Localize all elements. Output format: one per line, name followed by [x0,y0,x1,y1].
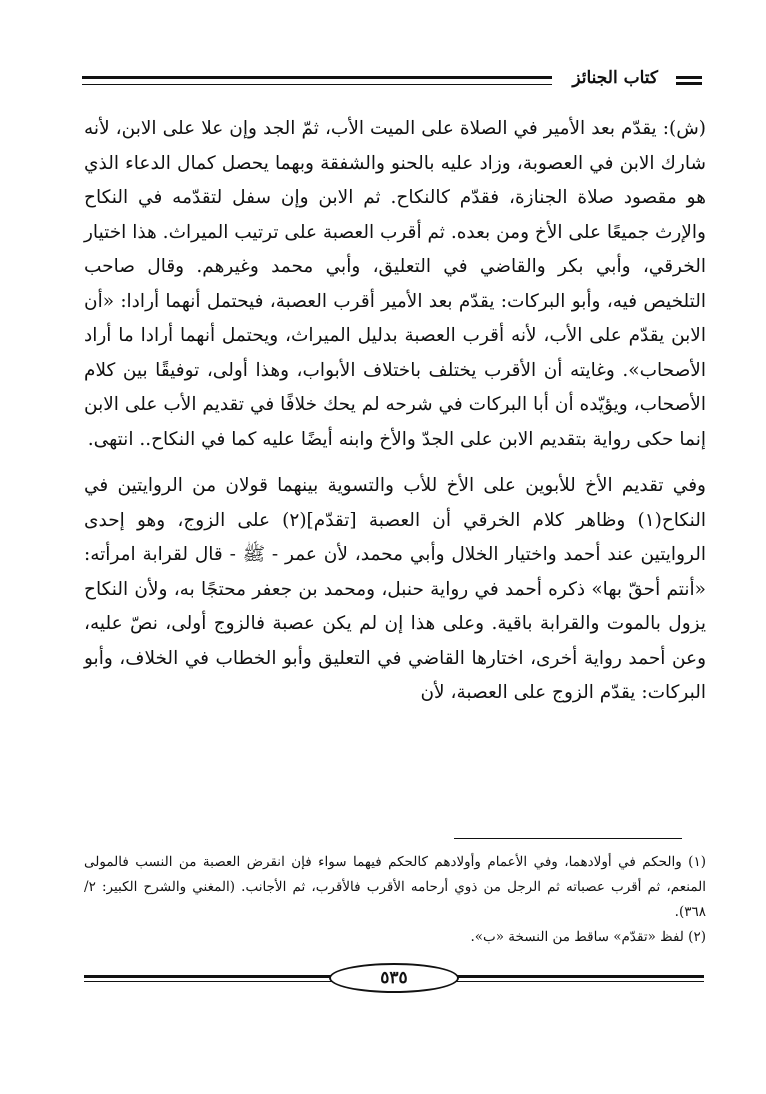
footnote-separator [454,838,682,839]
footnotes [84,850,706,950]
header-rule [82,76,552,85]
header-ornament [676,76,702,85]
page-number-cartouche [329,963,459,993]
chapter-title: كتاب الجنائز [562,68,666,88]
footnote-1: (١) والحكم في أولادهما، وفي الأعمام وأولادهم كالحكم فيهما سواء فإن انقرض العصبة من النسب فالمولى المنعم، ثم أقرب عصباته ثم الرجل من ذوي أرحامه الأقرب فالأقرب، ثم الأجانب. (المغني والشرح الكبير: ٢/ ٣٦٨). [84,854,706,920]
page-number: ٥٣٥ [380,968,408,988]
paragraph-1: (ش): يقدّم بعد الأمير في الصلاة على الميت الأب، ثمّ الجد وإن علا على الابن، لأنه شارك الابن في العصوبة، وزاد عليه بالحنو والشفقة وبهما يحصل كمال الدعاء الذي هو مقصود صلاة الجنازة، فقدّم كالنكاح. ثم الابن وإن سفل لتقدّمه في النكاح والإرث جميعًا على الأخ ومن بعده. ثم أقرب العصبة على ترتيب الميراث. هذا اختيار الخرقي، وأبي بكر والقاضي في التعليق، وأبي محمد وغيرهم. وقال صاحب التلخيص فيه، وأبو البركات: يقدّم بعد الأمير أقرب العصبة، فيحتمل أنهما أرادا: «أن الابن يقدّم على الأب، لأنه أقرب العصبة بدليل الميراث، ويحتمل أنهما أرادا ما أراد الأصحاب». وغايته أن الأقرب يختلف باختلاف الأبواب، وهذا أولى، توفيقًا بين كلام الأصحاب، ويؤيّده أن أبا البركات في شرحه لم يحك خلافًا في تقديم الأب على الابن إنما حكى رواية بتقديم الابن على الجدّ والأخ وابنه أيضًا عليه كما في النكاح.. انتهى. [84,118,706,450]
running-header [82,62,702,102]
paragraph-2: وفي تقديم الأخ للأبوين على الأخ للأب والتسوية بينهما قولان من الروايتين في النكاح(١) وظاهر كلام الخرقي أن العصبة [تقدّم](٢) على الزوج، وهو إحدى الروايتين عند أحمد واختيار الخلال وأبي محمد، لأن عمر - ﷺ - قال لقرابة امرأته: «أنتم أحقّ بها» ذكره أحمد في رواية حنبل، ومحمد بن جعفر محتجًا به، ولأن النكاح يزول بالموت والقرابة باقية. وعلى هذا إن لم يكن عصبة فالزوج أولى، نصّ عليه، وعن أحمد رواية أخرى، اختارها القاضي في التعليق وأبو الخطاب في الخلاف، وأبو البركات: يقدّم الزوج على العصبة، لأن [84,475,707,703]
main-text [84,112,706,711]
footnote-2: (٢) لفظ «تقدّم» ساقط من النسخة «ب». [470,929,706,945]
page-footer [84,963,704,993]
